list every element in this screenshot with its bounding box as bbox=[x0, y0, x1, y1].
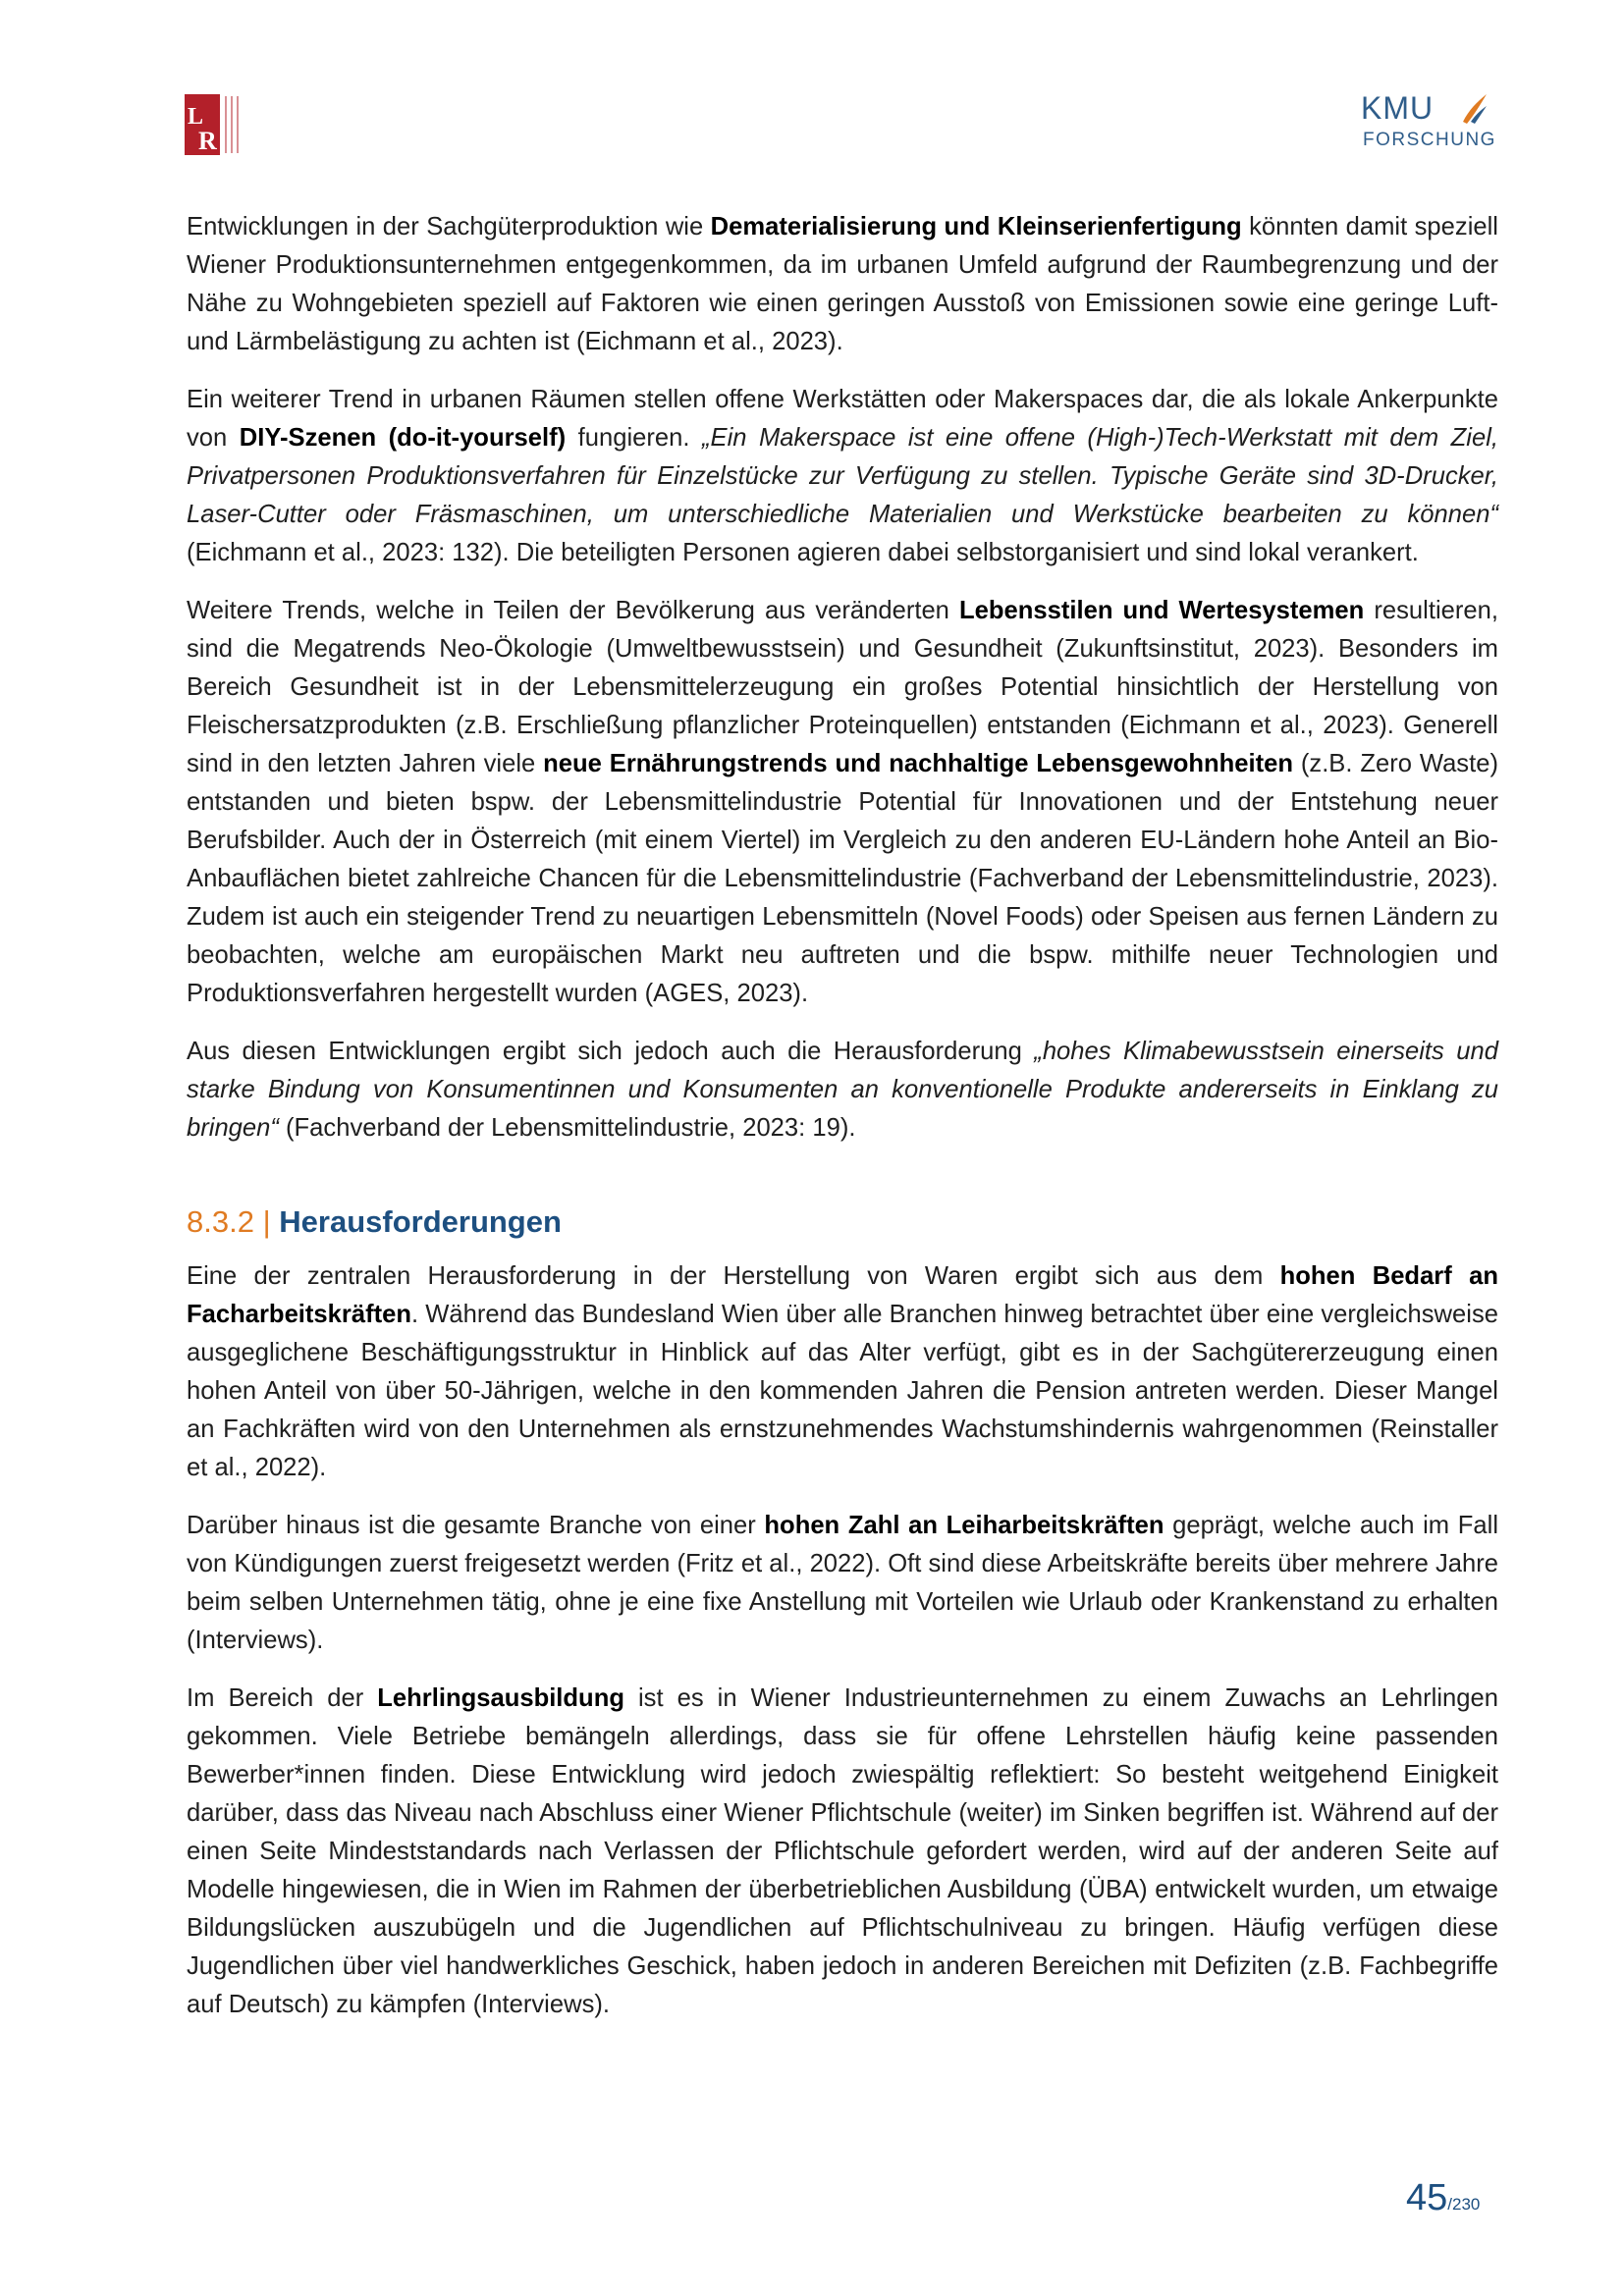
section-number: 8.3.2 bbox=[187, 1204, 254, 1239]
svg-text:L: L bbox=[188, 104, 204, 130]
page-number bbox=[1406, 2177, 1524, 2219]
logo-line-forschung: FORSCHUNG bbox=[1363, 130, 1496, 150]
paragraph: Weitere Trends, welche in Teilen der Bevölkerung aus veränderten Lebensstilen und Wertesystemen resultieren, sind die Megatrends Neo-Ökologie (Umweltbewusstsein) und Gesundheit (Zukunftsinstitut, 2023). Besonders im Bereich Gesundheit ist in der Lebensmittelerzeugung ein großes Potential hinsichtlich der Herstellung von Fleischersatzprodukten (z.B. Erschließung pflanzlicher Proteinquellen) entstanden (Eichmann et al., 2023). Generell sind in den letzten Jahren viele neue Ernährungstrends und nachhaltige Lebensgewohnheiten (z.B. Zero Waste) entstanden und bieten bspw. der Lebensmittelindustrie Potential für Innovationen und der Entstehung neuer Berufsbilder. Auch der in Österreich (mit einem Viertel) im Vergleich zu den anderen EU-Ländern hohe Anteil an Bio-Anbauflächen bietet zahlreiche Chancen für die Lebensmittelindustrie (Fachverband der Lebensmittelindustrie, 2023). Zudem ist auch ein steigender Trend zu neuartigen Lebensmitteln (Novel Foods) oder Speisen aus fernen Ländern zu beobachten, welche am europäischen Markt neu auftreten und die bspw. mithilfe neuer Technologien und Produktionsverfahren hergestellt wurden (AGES, 2023). bbox=[187, 597, 1498, 1007]
swoosh-icon bbox=[1459, 92, 1489, 126]
svg-text:R: R bbox=[198, 127, 217, 155]
paragraph: Eine der zentralen Herausforderung in der Herstellung von Waren ergibt sich aus dem hohen Bedarf an Facharbeitskräften. Während das Bundesland Wien über alle Branchen hinweg betrachtet über eine vergleichsweise ausgeglichene Beschäftigungsstruktur in Hinblick auf das Alter verfügt, gibt es in der Sachgütererzeugung einen hohen Anteil von über 50-Jährigen, welche in den kommenden Jahren die Pension antreten werden. Dieser Mangel an Fachkräften wird von den Unternehmen als ernstzunehmendes Wachstumshindernis wahrgenommen (Reinstaller et al., 2022). bbox=[187, 1262, 1498, 1481]
paragraph: Im Bereich der Lehrlingsausbildung ist es in Wiener Industrieunternehmen zu einem Zuwachs an Lehrlingen gekommen. Viele Betriebe bemängeln allerdings, dass sie für offene Lehrstellen häufig keine passenden Bewerber*innen finden. Diese Entwicklung wird jedoch zwiespältig reflektiert: So besteht weitgehend Einigkeit darüber, dass das Niveau nach Abschluss einer Wiener Pflichtschule (weiter) im Sinken begriffen ist. Während auf der einen Seite Mindeststandards nach Verlassen der Pflichtschule gefordert werden, wird auf der anderen Seite auf Modelle hingewiesen, die in Wien im Rahmen der überbetrieblichen Ausbildung (ÜBA) entwickelt wurden, um etwaige Bildungslücken auszubügeln und die Jugendlichen auf Pflichtschulniveau zu bringen. Häufig verfügen diese Jugendlichen über viel handwerkliches Geschick, haben jedoch in anderen Bereichen mit Defiziten (z.B. Fachbegriffe auf Deutsch) zu kämpfen (Interviews). bbox=[187, 1684, 1498, 2018]
section-title: Herausforderungen bbox=[279, 1204, 562, 1239]
paragraph: Ein weiterer Trend in urbanen Räumen stellen offene Werkstätten oder Makerspaces dar, die als lokale Ankerpunkte von DIY-Szenen (do-it-yourself) fungieren. „Ein Makerspace ist eine offene (High-)Tech-Werkstatt mit dem Ziel, Privatpersonen Produktionsverfahren für Einzelstücke zur Verfügung zu stellen. Typische Geräte sind 3D-Drucker, Laser-Cutter oder Fräsmaschinen, um unterschiedliche Materialien und Werkstücke bearbeiten zu können“ (Eichmann et al., 2023: 132). Die beteiligten Personen agieren dabei selbstorganisiert und sind lokal verankert. bbox=[187, 386, 1498, 566]
logo-line-kmu: KMU bbox=[1361, 90, 1435, 126]
paragraph: Entwicklungen in der Sachgüterproduktion wie Dematerialisierung und Kleinserienfertigung könnten damit speziell Wiener Produktionsunternehmen entgegenkommen, da im urbanen Umfeld aufgrund der Raumbegrenzung und der Nähe zu Wohngebieten speziell auf Faktoren wie einen geringen Ausstoß von Emissionen sowie eine geringe Luft- und Lärmbelästigung zu achten ist (Eichmann et al., 2023). bbox=[187, 213, 1498, 355]
lr-logo bbox=[185, 94, 242, 155]
total-pages: /230 bbox=[1447, 2195, 1481, 2214]
current-page: 45 bbox=[1406, 2177, 1448, 2218]
paragraph: Darüber hinaus ist die gesamte Branche von einer hohen Zahl an Leiharbeitskräften geprägt, welche auch im Fall von Kündigungen zuerst freigesetzt werden (Fritz et al., 2022). Oft sind diese Arbeitskräfte bereits über mehrere Jahre beim selben Unternehmen tätig, ohne je eine fixe Anstellung mit Vorteilen wie Urlaub oder Krankenstand zu erhalten (Interviews). bbox=[187, 1512, 1499, 1654]
kmu-forschung-logo bbox=[1361, 90, 1496, 157]
paragraph: Aus diesen Entwicklungen ergibt sich jedoch auch die Herausforderung „hohes Klimabewusstsein einerseits und starke Bindung von Konsumentinnen und Konsumenten an konventionelle Produkte andererseits in Einklang zu bringen“ (Fachverband der Lebensmittelindustrie, 2023: 19). bbox=[187, 1038, 1498, 1142]
main-content bbox=[187, 208, 1498, 2044]
section-separator: | bbox=[262, 1204, 271, 1239]
section-heading bbox=[187, 1201, 1498, 1244]
